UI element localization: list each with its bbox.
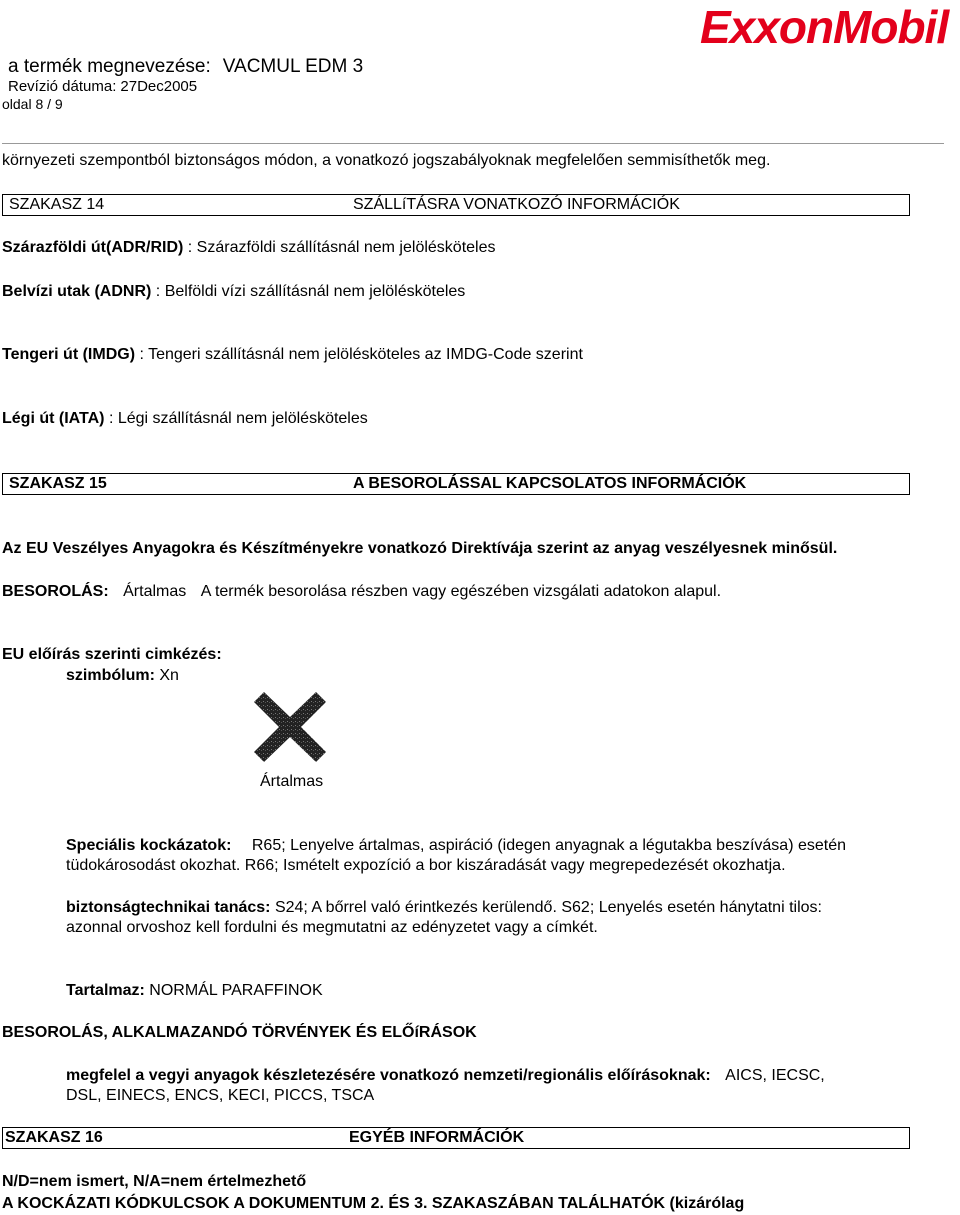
product-name: VACMUL EDM 3 [222, 56, 364, 77]
revision-line [8, 78, 197, 95]
safety-row [66, 899, 822, 917]
classification-label: BESOROLÁS: [2, 583, 109, 600]
nd-line: N/D=nem ismert, N/A=nem értelmezhető [2, 1173, 307, 1190]
inventory-value-2: DSL, EINECS, ENCS, KECI, PICCS, TSCA [66, 1087, 375, 1104]
separator: : [151, 283, 165, 300]
contains-row [66, 982, 323, 1000]
product-line [8, 56, 363, 78]
inventory-value-1: AICS, IECSC, [725, 1067, 825, 1084]
safety-line-2: azonnal orvoshoz kell fordulni és megmutatni az edényzetet vagy a címkét. [66, 919, 598, 936]
inventory-label: megfelel a vegyi anyagok készletezésére vonatkozó nemzeti/regionális előírásoknak: [66, 1067, 711, 1084]
section-16-header [2, 1127, 910, 1149]
section-16-title: EGYÉB INFORMÁCIÓK [349, 1129, 525, 1146]
safety-label: biztonságtechnikai tanács: [66, 899, 271, 916]
section-14-title: SZÁLLíTÁSRA VONATKOZÓ INFORMÁCIÓK [353, 196, 680, 213]
section-15-title: A BESOROLÁSSAL KAPCSOLATOS INFORMÁCIÓK [353, 475, 747, 492]
section-16-number: SZAKASZ 16 [5, 1129, 103, 1146]
regulations-heading: BESOROLÁS, ALKALMAZANDÓ TÖRVÉNYEK ÉS ELŐíRÁSOK [2, 1024, 477, 1041]
classification-value: Ártalmas [123, 583, 187, 600]
transport-label: Szárazföldi út(ADR/RID) [2, 239, 184, 256]
separator: : [135, 346, 149, 363]
section-15-header [2, 473, 910, 495]
risk-codes-line: A KOCKÁZATI KÓDKULCSOK A DOKUMENTUM 2. ÉS 3. SZAKASZÁBAN TALÁLHATÓK (kizárólag [2, 1195, 745, 1212]
inventory-row [66, 1067, 825, 1085]
transport-label: Légi út (IATA) [2, 410, 105, 427]
page-info: oldal 8 / 9 [2, 96, 63, 112]
section-15-number: SZAKASZ 15 [9, 475, 107, 492]
labeling-label: EU előírás szerinti cimkézés: [2, 646, 222, 663]
contains-label: Tartalmaz: [66, 982, 145, 999]
section-14-header [2, 194, 910, 216]
risks-row [66, 837, 846, 855]
symbol-value: Xn [159, 667, 179, 684]
transport-value: Légi szállításnál nem jelölésköteles [117, 410, 368, 427]
separator: : [183, 239, 197, 256]
separator: : [104, 410, 118, 427]
symbol-caption: Ártalmas [260, 773, 324, 790]
transport-value: Belföldi vízi szállításnál nem jelölésköteles [164, 283, 466, 300]
header-divider [2, 143, 944, 144]
transport-value: Szárazföldi szállításnál nem jelölésköteles [196, 239, 496, 256]
risks-line-1: R65; Lenyelve ártalmas, aspiráció (idegen anyagnak a légutakba beszívása) esetén [251, 837, 847, 854]
transport-row-inland [2, 283, 465, 301]
contains-value: NORMÁL PARAFFINOK [149, 982, 323, 999]
classification-note: A termék besorolása részben vagy egészében vizsgálati adatokon alapul. [200, 583, 722, 600]
risks-line-2: tüdokárosodást okozhat. R66; Ismételt expozíció a bor kiszáradását vagy megrepedezését okozhatja. [66, 857, 786, 874]
symbol-row [66, 667, 179, 685]
transport-row-sea [2, 346, 583, 364]
symbol-label: szimbólum: [66, 667, 155, 684]
exxonmobil-logo: ExxonMobil [700, 1, 949, 53]
classification-row [2, 583, 721, 601]
intro-line: környezeti szempontból biztonságos módon, a vonatkozó jogszabályoknak megfelelően semmisíthetők meg. [2, 152, 771, 169]
revision-date: 27Dec2005 [120, 78, 198, 95]
transport-row-road [2, 239, 495, 257]
harmful-x-icon [250, 688, 330, 766]
product-label: a termék megnevezése: [8, 56, 211, 77]
transport-row-air [2, 410, 368, 428]
safety-line-1: S24; A bőrrel való érintkezés kerülendő. S62; Lenyelés esetén hánytatni tilos: [274, 899, 822, 916]
transport-value: Tengeri szállításnál nem jelölésköteles az IMDG-Code szerint [148, 346, 583, 363]
transport-label: Tengeri út (IMDG) [2, 346, 136, 363]
eu-statement: Az EU Veszélyes Anyagokra és Készítményekre vonatkozó Direktívája szerint az anyag veszélyesnek minősül. [2, 540, 838, 557]
revision-label: Revízió dátuma: [8, 78, 117, 95]
transport-label: Belvízi utak (ADNR) [2, 283, 152, 300]
risks-label: Speciális kockázatok: [66, 837, 232, 854]
section-14-number: SZAKASZ 14 [9, 196, 105, 213]
